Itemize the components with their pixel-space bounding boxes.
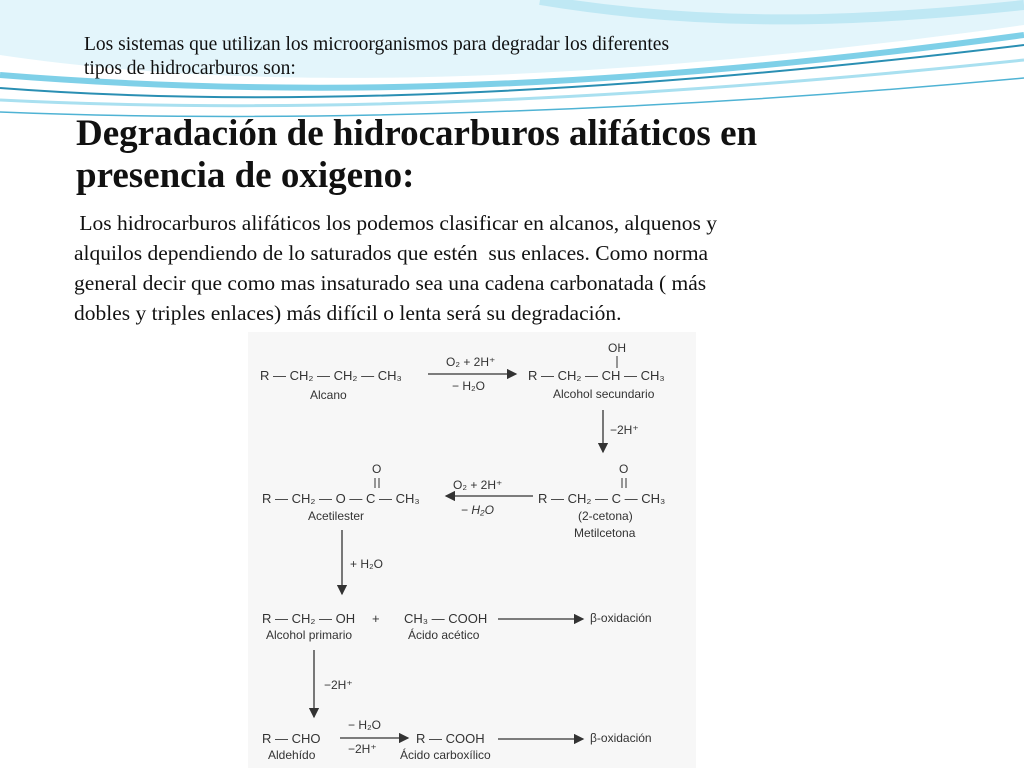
- alkane-formula: R — CH₂ — CH₂ — CH₃: [260, 368, 402, 383]
- ketone-oxygen: O: [619, 462, 629, 476]
- beta-oxidation-label: β-oxidación: [590, 731, 652, 745]
- secondary-alcohol-formula: R — CH₂ — CH — CH₃: [528, 368, 665, 383]
- reagent-hydrogen-bottom: −2H⁺: [348, 742, 377, 756]
- secondary-alcohol-label: Alcohol secundario: [553, 387, 655, 401]
- primary-alcohol-label: Alcohol primario: [266, 628, 353, 642]
- intro-line: Los sistemas que utilizan los microorganismos para degradar los diferentes: [84, 34, 670, 55]
- paragraph-line: general decir que como mas insaturado sea una cadena carbonatada ( más: [74, 271, 707, 295]
- acetic-acid-label: Ácido acético: [408, 628, 480, 642]
- ketone-label-2: Metilcetona: [574, 526, 636, 540]
- body-paragraph: [74, 208, 954, 328]
- ester-label: Acetilester: [308, 509, 365, 523]
- reagent-o2-top: O₂ + 2H⁺: [446, 355, 496, 369]
- intro-line: tipos de hidrocarburos son:: [84, 58, 296, 79]
- ester-oxygen: O: [372, 462, 382, 476]
- section-heading: [76, 113, 976, 197]
- carboxylic-acid-formula: R — COOH: [416, 731, 485, 746]
- aldehyde-formula: R — CHO: [262, 731, 321, 746]
- reagent-dehydrogenation: −2H⁺: [610, 423, 639, 437]
- primary-alcohol-formula: R — CH₂ — OH: [262, 611, 356, 626]
- heading-line: Degradación de hidrocarburos alifáticos en: [76, 113, 758, 154]
- hydroxyl-group: OH: [608, 341, 626, 355]
- acetic-acid-formula: CH₃ — COOH: [404, 611, 488, 626]
- beta-oxidation-label: β-oxidación: [590, 611, 652, 625]
- reagent-water-bottom: − H₂O: [461, 503, 494, 517]
- ketone-label-1: (2-cetona): [578, 509, 633, 523]
- alkane-label: Alcano: [310, 388, 347, 402]
- reagent-water-top: − H₂O: [348, 718, 381, 732]
- ketone-formula: R — CH₂ — C — CH₃: [538, 491, 666, 506]
- paragraph-line: alquilos dependiendo de lo saturados que estén sus enlaces. Como norma: [74, 241, 709, 265]
- reagent-hydration: + H₂O: [350, 557, 383, 571]
- reagent-dehydrogenation: −2H⁺: [324, 678, 353, 692]
- heading-line: presencia de oxigeno:: [76, 155, 415, 196]
- plus-sign: +: [372, 611, 380, 626]
- aldehyde-label: Aldehído: [268, 748, 316, 762]
- degradation-pathway-diagram: [248, 332, 696, 768]
- ester-formula: R — CH₂ — O — C — CH₃: [262, 491, 420, 506]
- paragraph-line: dobles y triples enlaces) más difícil o lenta será su degradación.: [74, 301, 622, 325]
- reagent-o2-top: O₂ + 2H⁺: [453, 478, 503, 492]
- reagent-water-bottom: − H₂O: [452, 379, 485, 393]
- carboxylic-acid-label: Ácido carboxílico: [400, 748, 491, 762]
- paragraph-line: Los hidrocarburos alifáticos los podemos clasificar en alcanos, alquenos y: [74, 211, 718, 235]
- intro-text: [84, 33, 924, 81]
